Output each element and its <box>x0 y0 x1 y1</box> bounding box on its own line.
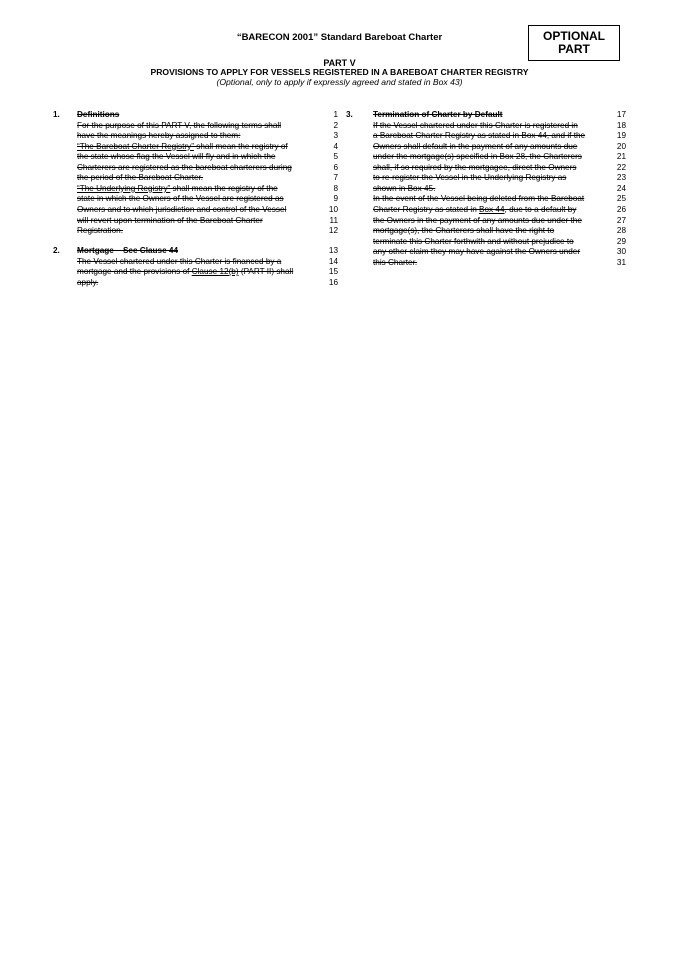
line-text: have the meanings hereby assigned to them: <box>77 131 241 141</box>
line-text: shall mean the registry of the <box>170 183 278 193</box>
line-number: 16 <box>328 277 338 287</box>
underlined-term: “The Bareboat Charter Registry” <box>77 141 194 151</box>
clause-line <box>77 120 313 131</box>
clause-line <box>77 256 313 267</box>
document-title: “BARECON 2001” Standard Bareboat Charter <box>236 32 443 43</box>
line-text: this Charter. <box>373 257 418 267</box>
line-text: The Vessel chartered under this Charter is financed by a <box>77 256 282 266</box>
line-text: to re-register the Vessel in the Underlying Registry as <box>373 173 567 183</box>
provisions-heading: PROVISIONS TO APPLY FOR VESSELS REGISTERED IN A BAREBOAT CHARTER REGISTRY <box>150 67 529 77</box>
part-label: PART <box>558 42 590 56</box>
clause-2-number: 2. <box>53 246 60 255</box>
line-number: 10 <box>328 204 338 214</box>
line-text: If the Vessel chartered under this Charter is registered in <box>373 120 578 130</box>
line-text: Registration. <box>77 226 123 236</box>
clause-line <box>373 109 605 120</box>
optional-part-box <box>528 25 620 61</box>
clause-line <box>77 245 313 256</box>
line-text-after: , due to a default by <box>504 204 577 214</box>
line-number: 1 <box>333 110 338 119</box>
clause-line <box>77 266 313 277</box>
line-number: 12 <box>328 226 338 236</box>
line-text: state in which the Owners of the Vessel are registered as <box>77 194 284 204</box>
line-text: terminate this Charter forthwith and without prejudice to <box>373 236 574 246</box>
line-text: Charter Registry as stated in <box>373 204 480 214</box>
line-text: apply. <box>77 277 99 287</box>
clause-line <box>77 151 313 162</box>
line-text: mortgage(s), the Charterers shall have the right to <box>373 226 555 236</box>
line-number: 7 <box>333 173 338 183</box>
line-text: Termination of Charter by Default <box>373 110 503 119</box>
line-text: under the mortgage(s) specified in Box 28, the Charterers <box>373 152 582 162</box>
line-number: 18 <box>616 120 626 130</box>
clause-line <box>373 257 605 268</box>
line-number: 6 <box>333 162 338 172</box>
clause-line <box>77 172 313 183</box>
optional-label: OPTIONAL <box>543 29 605 43</box>
line-text: Charterers are registered as the bareboat charterers during <box>77 162 292 172</box>
line-number: 24 <box>616 183 626 193</box>
underlined-reference: Clause 12(b) <box>191 267 239 277</box>
clause-line <box>373 120 605 131</box>
line-number: 28 <box>616 226 626 236</box>
line-text: the period of the Bareboat Charter. <box>77 173 204 183</box>
clause-line <box>77 183 313 194</box>
clause-line <box>77 162 313 173</box>
clause-line <box>373 172 605 183</box>
line-number: 19 <box>616 131 626 141</box>
line-number: 14 <box>328 256 338 266</box>
clause-line <box>373 246 605 257</box>
line-text: mortgage and the provisions of <box>77 267 192 277</box>
line-text: In the event of the Vessel being deleted from the Bareboat <box>373 194 585 204</box>
underlined-reference: Box 44 <box>479 204 505 214</box>
clause-line <box>373 162 605 173</box>
line-number: 22 <box>616 162 626 172</box>
clause-3-number: 3. <box>346 110 353 119</box>
clause-line <box>373 225 605 236</box>
clause-line <box>373 204 605 215</box>
line-number: 23 <box>616 173 626 183</box>
clause-line <box>77 215 313 226</box>
line-number: 27 <box>616 215 626 225</box>
line-number: 25 <box>616 194 626 204</box>
clause-line <box>77 204 313 215</box>
line-number: 17 <box>616 110 626 119</box>
clause-line <box>77 109 313 120</box>
clause-line <box>373 130 605 141</box>
line-number: 13 <box>328 246 338 255</box>
optional-note: (Optional, only to apply if expressly agreed and stated in Box 43) <box>216 77 463 87</box>
line-number: 26 <box>616 204 626 214</box>
line-text: the Owners in the payment of any amounts due under the <box>373 215 582 225</box>
line-text: Definitions <box>77 110 120 119</box>
part-heading: PART V <box>323 58 356 68</box>
line-text: Owners shall default in the payment of any amounts due <box>373 141 578 151</box>
clause-line <box>373 236 605 247</box>
line-number: 5 <box>333 152 338 162</box>
clause-1-number: 1. <box>53 110 60 119</box>
line-text: shall mean the registry of <box>193 141 288 151</box>
clause-line <box>77 225 313 236</box>
clause-line <box>77 130 313 141</box>
line-number: 20 <box>616 141 626 151</box>
line-text-after: (PART II) shall <box>238 267 294 277</box>
line-number: 8 <box>333 183 338 193</box>
line-text: Owners and to which jurisdiction and control of the Vessel <box>77 204 287 214</box>
line-number: 3 <box>333 131 338 141</box>
clause-line <box>77 277 313 288</box>
line-text: shown in Box 45. <box>373 183 436 193</box>
clause-line <box>373 215 605 226</box>
underlined-term: “The Underlying Registry” <box>77 183 171 193</box>
line-text: any other claim they may have against the Owners under <box>373 247 581 257</box>
line-number: 30 <box>616 247 626 257</box>
line-number: 11 <box>329 215 338 225</box>
line-number: 29 <box>616 236 626 246</box>
line-text: the state whose flag the Vessel will fly and in which the <box>77 152 276 162</box>
clause-line <box>373 193 605 204</box>
clause-line <box>77 141 313 152</box>
line-text: shall, if so required by the mortgagee, direct the Owners <box>373 162 577 172</box>
clause-line <box>77 193 313 204</box>
line-number: 4 <box>333 141 338 151</box>
line-number: 2 <box>333 120 338 130</box>
line-number: 15 <box>328 267 338 277</box>
clause-line <box>373 183 605 194</box>
line-text: For the purpose of this PART V, the following terms shall <box>77 120 282 130</box>
line-number: 21 <box>616 152 626 162</box>
clause-line <box>373 141 605 152</box>
clause-line <box>373 151 605 162</box>
line-number: 31 <box>616 257 626 267</box>
line-text: a Bareboat Charter Registry as stated in Box 44, and if the <box>373 131 586 141</box>
line-text: will revert upon termination of the Bareboat Charter <box>77 215 263 225</box>
line-text: Mortgage – See Clause 44 <box>77 246 179 255</box>
line-number: 9 <box>333 194 338 204</box>
